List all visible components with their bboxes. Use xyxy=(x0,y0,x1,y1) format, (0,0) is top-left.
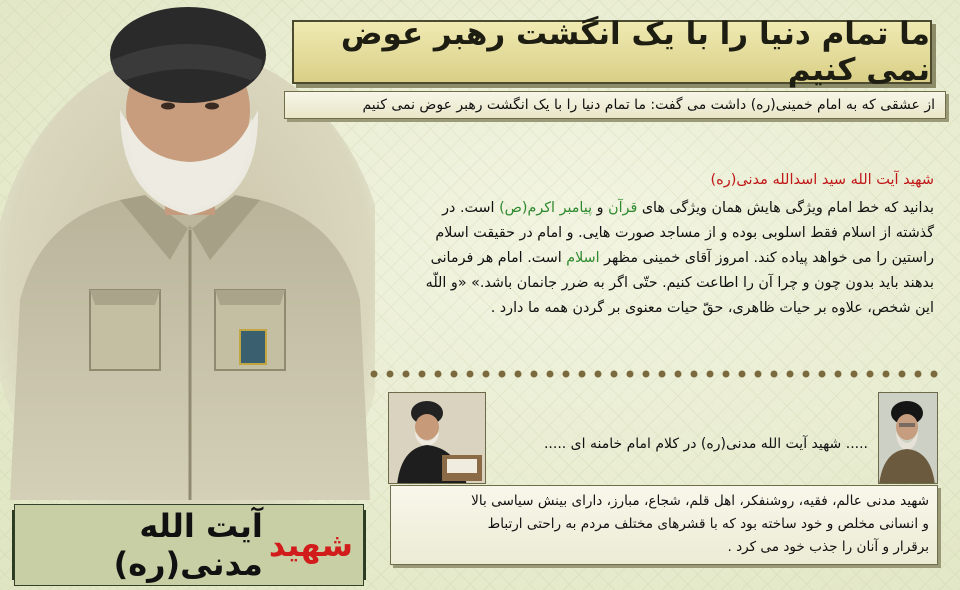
leader-quote-line-2: و انسانی مخلص و خود ساخته بود که با قشرهای مختلف مردم به راحتی ارتباط xyxy=(487,516,929,532)
subtitle-text: از عشقی که به امام خمینی(ره) داشت می گفت: ما تمام دنیا را با یک انگشت رهبر عوض نمی کنیم xyxy=(362,97,935,113)
quote-text: راستین را می خواهد پیاده کند. امروز آقای خمینی مظهر xyxy=(599,250,934,266)
prophet-highlight: پیامبر اکرم(ص) xyxy=(499,200,593,216)
quote-paragraph xyxy=(354,196,934,321)
quote-text: است. امام هر فرمانی xyxy=(430,250,567,266)
quote-line-1 xyxy=(354,196,934,221)
leader-quote-box xyxy=(390,485,938,565)
quote-line-3 xyxy=(354,246,934,271)
quote-text: و xyxy=(592,200,609,216)
islam-highlight: اسلام xyxy=(566,250,600,266)
martyr-heading: شهید آیت الله سید اسدالله مدنی(ره) xyxy=(710,172,934,188)
quote-text: است. در xyxy=(442,200,500,216)
quote-line-4: بدهند باید بدون چون و چرا آن را اطاعت کنیم. حتّی اگر به ضرر جانمان باشد.» «و اللّه xyxy=(425,275,934,291)
martyr-label: شهید xyxy=(268,526,353,564)
title-banner xyxy=(292,16,932,88)
name-plate-inner xyxy=(14,504,364,586)
page-title: ما تمام دنیا را با یک انگشت رهبر عوض نمی کنیم xyxy=(340,16,930,88)
leader-caption: ..... شهید آیت الله مدنی(ره) در کلام امام خامنه ای ..... xyxy=(543,436,868,452)
leader-photo xyxy=(878,392,938,484)
leader-quote-line-1: شهید مدنی عالم، فقیه، روشنفکر، اهل قلم، شجاع، مبارز، دارای بینش سیاسی بالا xyxy=(471,493,929,509)
quote-line-2: گذشته از اسلام فقط اسلوبی بوده و از مساجد صورت هایی. و امام در حقیقت اسلام xyxy=(435,225,934,241)
subtitle-strip xyxy=(284,91,946,119)
dotted-separator xyxy=(368,368,950,380)
quote-line-5: این شخص، علاوه بر حیات ظاهری، حقّ حیات معنوی بر گردن همه ما دارد . xyxy=(490,300,934,316)
martyr-name: آیت الله مدنی(ره) xyxy=(113,507,263,583)
name-plate xyxy=(12,507,366,583)
leader-quote-line-3: برقرار و آنان را جذب خود می کرد . xyxy=(727,539,929,555)
quran-highlight: قرآن xyxy=(608,200,638,216)
quote-text: بدانید که خط امام ویژگی هایش همان ویژگی های xyxy=(637,200,934,216)
cleric-reading-photo xyxy=(388,392,486,484)
